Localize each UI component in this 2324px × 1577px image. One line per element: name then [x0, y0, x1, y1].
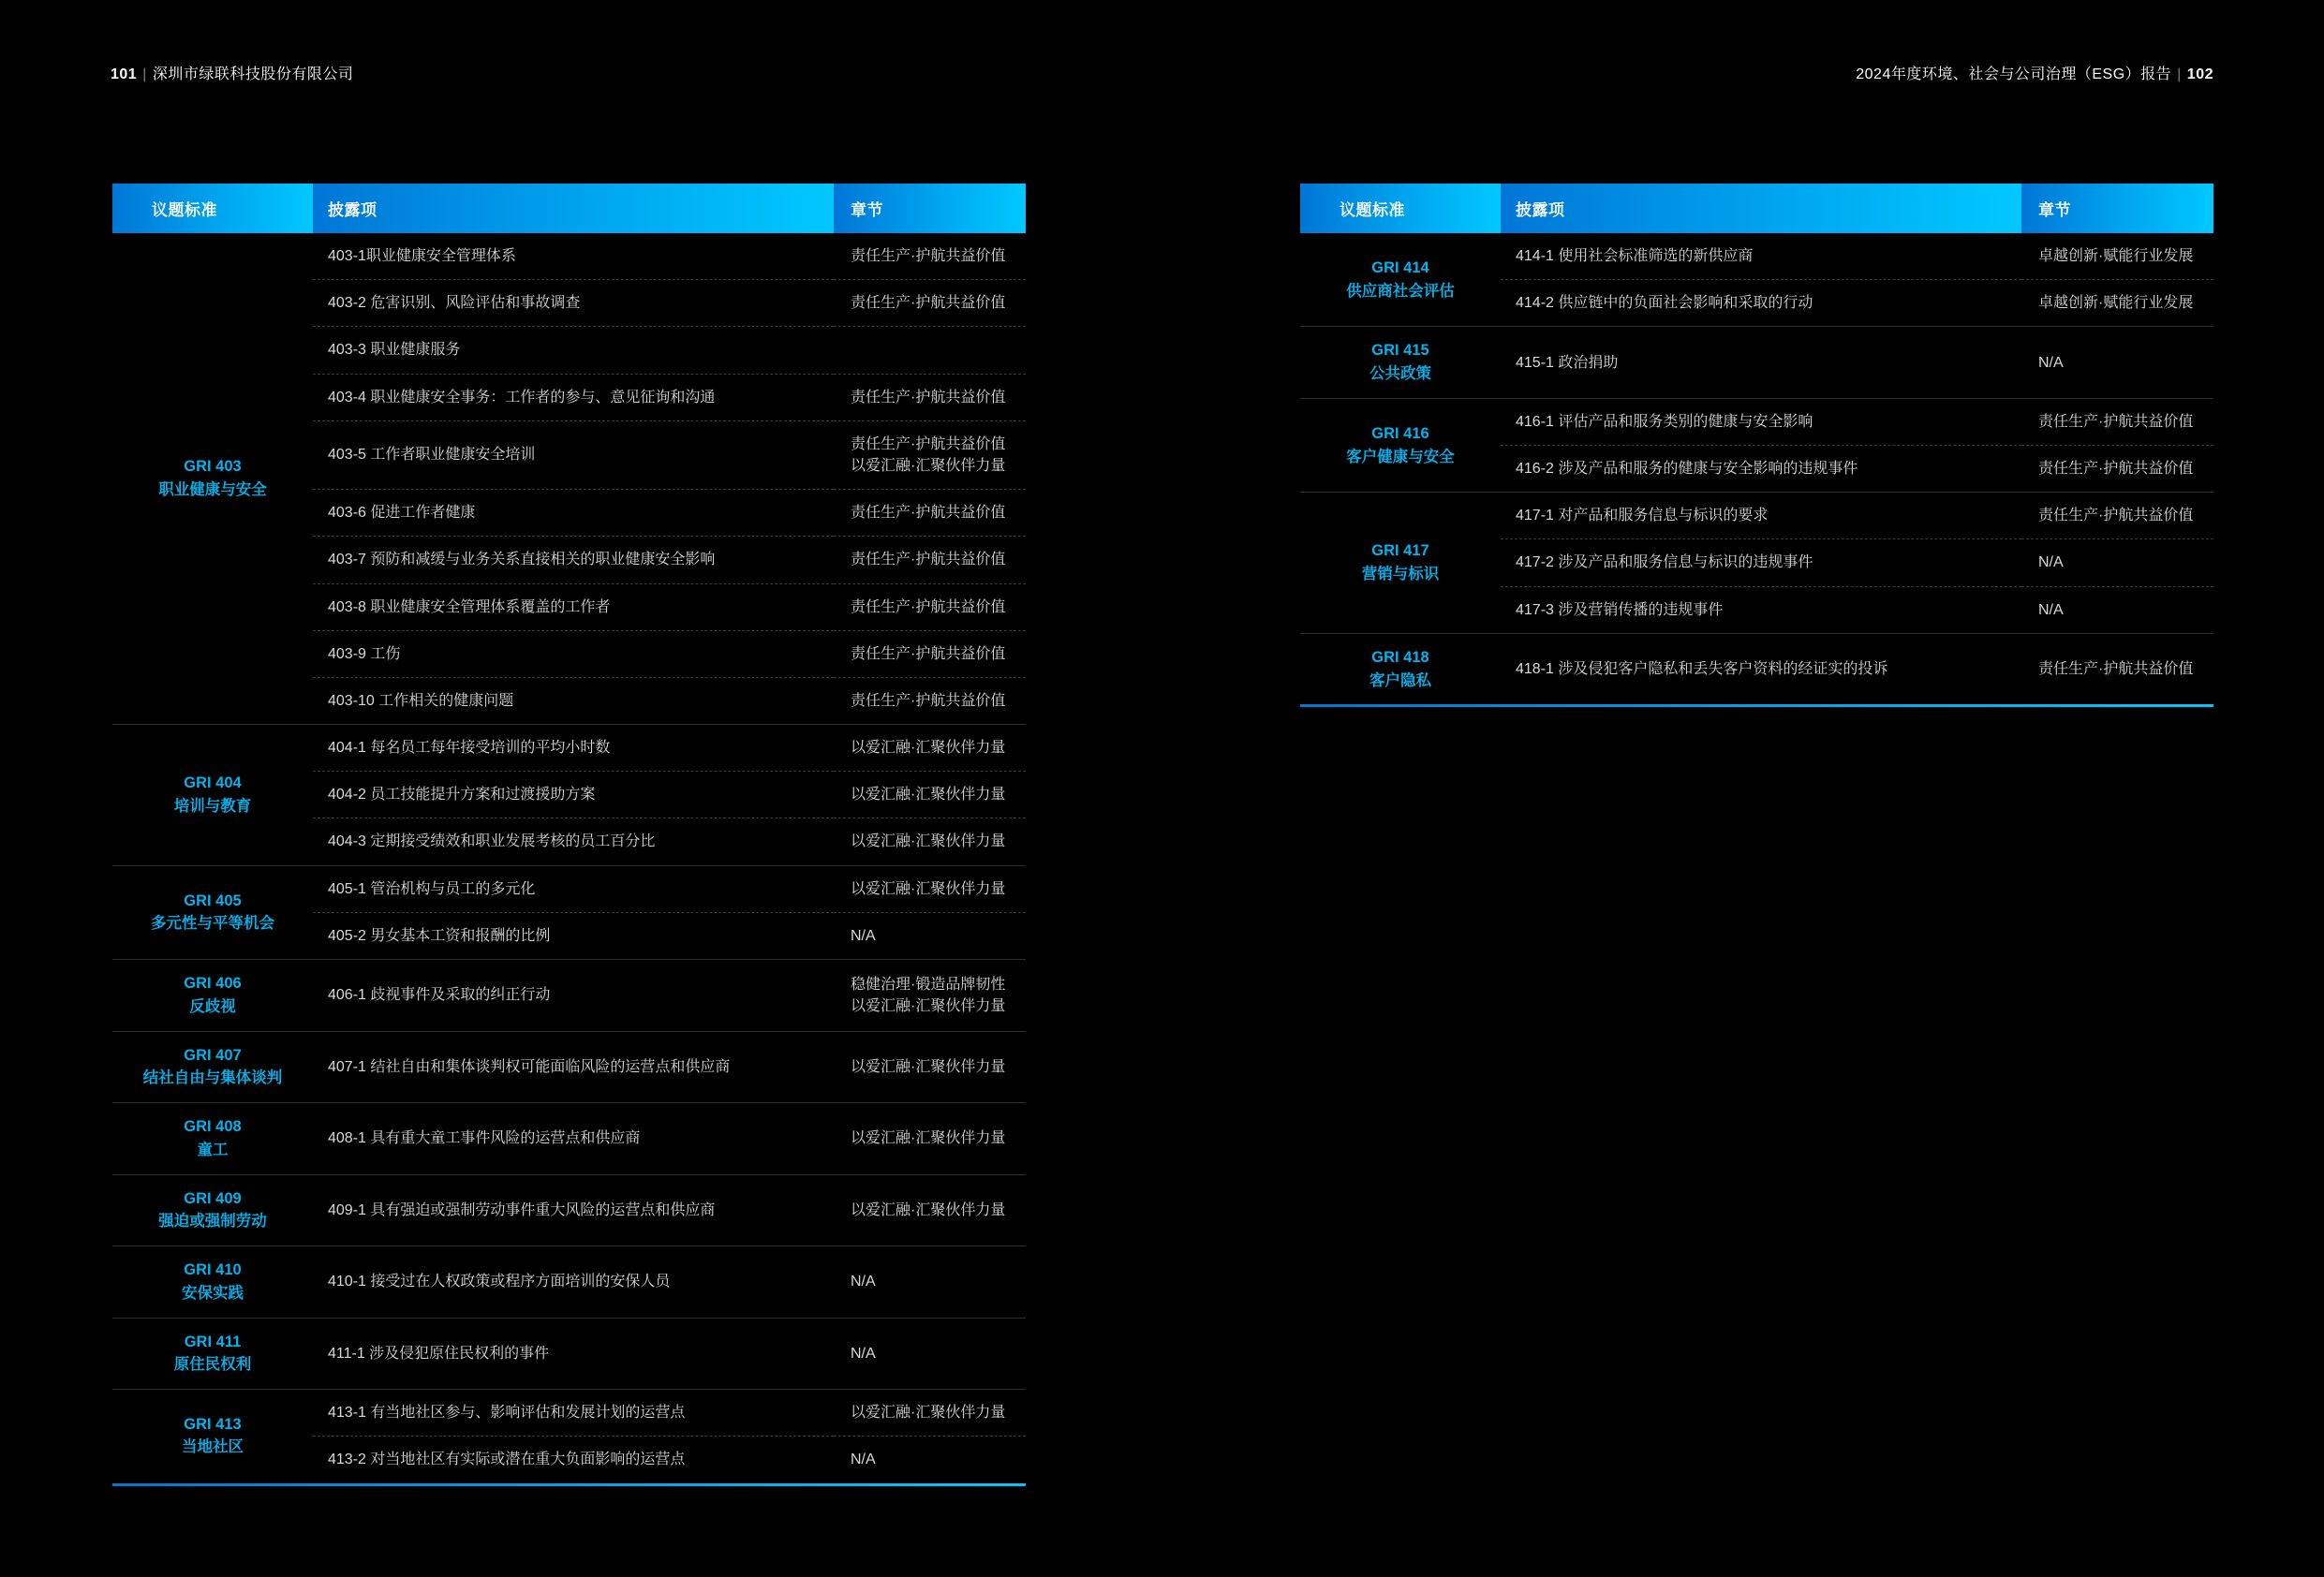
section-text: 责任生产·护航共益价值: [851, 692, 1006, 709]
table-row: [112, 233, 1026, 280]
disclosure-cell: 409-1 具有强迫或强制劳动事件重大风险的运营点和供应商: [313, 1174, 834, 1246]
section-cell: [2021, 327, 2213, 399]
table-bottom-rule-left: [112, 1483, 1026, 1486]
section-text: 责任生产·护航共益价值: [2038, 461, 2194, 478]
disclosure-cell: 411-1 涉及侵犯原住民权利的事件: [313, 1318, 834, 1390]
disclosure-cell: 413-1 有当地社区参与、影响评估和发展计划的运营点: [313, 1390, 834, 1437]
gri-standard-cell: [112, 1103, 313, 1175]
gri-standard-cell: [112, 725, 313, 866]
section-text: 以爱汇融·汇聚伙伴力量: [851, 880, 1006, 897]
gri-standard-name: 结社自由与集体谈判: [142, 1069, 283, 1087]
disclosure-cell: 403-2 危害识别、风险评估和事故调查: [313, 280, 834, 327]
section-cell: [834, 327, 1026, 374]
col-header-standard: 议题标准: [112, 184, 313, 233]
section-cell: [2021, 493, 2213, 539]
left-page-number: 101: [111, 66, 138, 82]
section-text: N/A: [2038, 554, 2064, 571]
section-cell: [834, 960, 1026, 1032]
gri-standard-cell: [112, 1390, 313, 1483]
gri-table-right-table: [1300, 184, 2213, 704]
header-right: [1856, 62, 2213, 83]
section-text: N/A: [851, 1345, 876, 1362]
section-cell: [2021, 280, 2213, 327]
section-cell: [834, 1437, 1026, 1483]
gri-standard-name: 强迫或强制劳动: [158, 1213, 267, 1231]
gri-table-left: [112, 184, 1026, 1486]
gri-standard-code: GRI 414: [1371, 258, 1429, 276]
section-text: N/A: [851, 1452, 876, 1468]
disclosure-cell: 403-7 预防和减缓与业务关系直接相关的职业健康安全影响: [313, 537, 834, 583]
gri-standard-name: 反歧视: [189, 997, 236, 1015]
gri-standard-name: 童工: [197, 1141, 229, 1158]
section-text: 以爱汇融·汇聚伙伴力量: [851, 787, 1006, 803]
section-cell: [834, 233, 1026, 280]
col-header-section: 章节: [2021, 184, 2213, 233]
gri-standard-cell: [1300, 633, 1501, 704]
header-left: [111, 62, 353, 83]
section-text: 以爱汇融·汇聚伙伴力量: [851, 1405, 1006, 1421]
section-cell: [2021, 446, 2213, 493]
section-cell: [2021, 398, 2213, 445]
disclosure-cell: 403-3 职业健康服务: [313, 327, 834, 374]
section-cell: [834, 583, 1026, 630]
table-row: [112, 1318, 1026, 1390]
section-text: 责任生产·护航共益价值: [851, 389, 1006, 405]
gri-standard-cell: [112, 1174, 313, 1246]
section-text: 责任生产·护航共益价值: [2038, 508, 2194, 524]
section-cell: [834, 725, 1026, 772]
col-header-disclosure: 披露项: [1501, 184, 2021, 233]
section-cell: [2021, 539, 2213, 586]
disclosure-cell: 413-2 对当地社区有实际或潜在重大负面影响的运营点: [328, 1452, 686, 1468]
gri-standard-code: GRI 406: [184, 975, 242, 992]
section-text: 责任生产·护航共益价值: [2038, 413, 2194, 430]
gri-table-right: [1300, 184, 2213, 707]
table-head-left: [112, 184, 1026, 233]
section-cell: [834, 280, 1026, 327]
disclosure-cell: 417-3 涉及营销传播的违规事件: [1501, 586, 2021, 633]
section-cell: [2021, 233, 2213, 280]
section-text: N/A: [851, 1274, 876, 1290]
gri-standard-name: 多元性与平等机会: [151, 915, 274, 933]
gri-standard-cell: [112, 233, 313, 725]
disclosure-cell: 403-1职业健康安全管理体系: [313, 233, 834, 280]
gri-standard-code: GRI 407: [184, 1046, 242, 1064]
gri-standard-name: 安保实践: [182, 1284, 244, 1302]
section-text: 以爱汇融·汇聚伙伴力量: [851, 1058, 1006, 1075]
section-text: 责任生产·护航共益价值: [2038, 660, 2194, 677]
gri-standard-cell: [1300, 493, 1501, 634]
section-cell: [834, 630, 1026, 677]
section-cell: [834, 1174, 1026, 1246]
gri-standard-code: GRI 411: [184, 1333, 242, 1350]
gri-standard-cell: [112, 1318, 313, 1390]
table-header-row: [112, 184, 1026, 233]
disclosure-cell: 403-8 职业健康安全管理体系覆盖的工作者: [313, 583, 834, 630]
table-row: [112, 725, 1026, 772]
section-cell: [834, 677, 1026, 724]
section-cell: [834, 537, 1026, 583]
table-row: [1300, 327, 2213, 399]
section-text: N/A: [851, 927, 876, 944]
disclosure-cell: 403-9 工伤: [313, 630, 834, 677]
disclosure-cell: 415-1 政治捐助: [1501, 327, 2021, 399]
disclosure-cell: 414-2 供应链中的负面社会影响和采取的行动: [1501, 280, 2021, 327]
disclosure-cell: 417-2 涉及产品和服务信息与标识的违规事件: [1501, 539, 2021, 586]
section-text: 稳健治理·锻造品牌韧性: [851, 976, 1006, 993]
section-text: 以爱汇融·汇聚伙伴力量: [851, 997, 1006, 1014]
disclosure-cell: 403-4 职业健康安全事务：工作者的参与、意见征询和沟通: [313, 374, 834, 420]
section-text: 以爱汇融·汇聚伙伴力量: [851, 457, 1006, 474]
disclosure-cell: 410-1 接受过在人权政策或程序方面培训的安保人员: [313, 1246, 834, 1319]
gri-standard-cell: [1300, 398, 1501, 492]
gri-standard-cell: [112, 960, 313, 1032]
section-cell: [834, 818, 1026, 865]
report-title: 2024年度环境、社会与公司治理（ESG）报告: [1856, 66, 2172, 82]
section-cell: [834, 1390, 1026, 1437]
gri-table-left-table: [112, 184, 1026, 1483]
section-cell: [2021, 633, 2213, 704]
gri-standard-code: GRI 404: [184, 774, 242, 792]
table-body-right: [1300, 233, 2213, 704]
section-cell: [834, 1246, 1026, 1319]
section-text: 责任生产·护航共益价值: [851, 248, 1006, 264]
table-head-right: [1300, 184, 2213, 233]
gri-standard-code: GRI 405: [184, 892, 242, 909]
section-text: 责任生产·护航共益价值: [851, 552, 1006, 568]
table-row: [112, 960, 1026, 1032]
section-cell: [2021, 586, 2213, 633]
table-row: [1300, 233, 2213, 280]
section-cell: [834, 772, 1026, 818]
section-cell: [834, 490, 1026, 537]
gri-standard-code: GRI 417: [1371, 542, 1429, 560]
disclosure-cell: 403-6 促进工作者健康: [313, 490, 834, 537]
disclosure-cell: 416-1 评估产品和服务类别的健康与安全影响: [1501, 398, 2021, 445]
table-row: [112, 1390, 1026, 1437]
gri-standard-name: 培训与教育: [173, 797, 252, 815]
table-row: [112, 1246, 1026, 1319]
table-row: [1300, 633, 2213, 704]
gri-standard-name: 职业健康与安全: [158, 481, 267, 499]
section-text: 以爱汇融·汇聚伙伴力量: [851, 1130, 1006, 1147]
company-name: 深圳市绿联科技股份有限公司: [152, 66, 354, 82]
gri-standard-code: GRI 413: [184, 1415, 242, 1433]
col-header-disclosure: 披露项: [313, 184, 834, 233]
table-row: [112, 865, 1026, 912]
section-cell: [834, 865, 1026, 912]
gri-standard-code: GRI 403: [184, 458, 242, 476]
gri-standard-code: GRI 408: [184, 1118, 242, 1135]
gri-standard-name: 当地社区: [182, 1438, 244, 1456]
gri-standard-cell: [112, 865, 313, 959]
disclosure-cell: 404-2 员工技能提升方案和过渡援助方案: [313, 772, 834, 818]
section-text: 卓越创新·赋能行业发展: [2038, 248, 2194, 264]
gri-standard-name: 供应商社会评估: [1346, 282, 1455, 300]
disclosure-cell: 403-10 工作相关的健康问题: [313, 677, 834, 724]
section-text: 责任生产·护航共益价值: [851, 505, 1006, 522]
section-text: 责任生产·护航共益价值: [851, 645, 1006, 662]
disclosure-cell: 403-5 工作者职业健康安全培训: [313, 420, 834, 489]
disclosure-cell: 416-2 涉及产品和服务的健康与安全影响的违规事件: [1501, 446, 2021, 493]
section-cell: [834, 374, 1026, 420]
table-row: [1300, 398, 2213, 445]
section-text: 责任生产·护航共益价值: [851, 295, 1006, 312]
gri-standard-code: GRI 418: [1371, 648, 1429, 666]
section-text: 责任生产·护航共益价值: [851, 435, 1006, 452]
gri-standard-name: 客户健康与安全: [1346, 448, 1455, 465]
section-cell: [834, 1318, 1026, 1390]
gri-standard-name: 公共政策: [1369, 365, 1431, 383]
gri-standard-code: GRI 409: [184, 1189, 242, 1207]
gri-standard-name: 客户隐私: [1369, 671, 1431, 689]
table-row: [112, 1103, 1026, 1175]
disclosure-cell: 405-1 管治机构与员工的多元化: [313, 865, 834, 912]
disclosure-cell: 418-1 涉及侵犯客户隐私和丢失客户资料的经证实的投诉: [1516, 660, 1888, 677]
right-page-number: 102: [2186, 66, 2213, 82]
table-header-row: [1300, 184, 2213, 233]
section-text: 以爱汇融·汇聚伙伴力量: [851, 1201, 1006, 1218]
table-row: [1300, 493, 2213, 539]
section-text: N/A: [2038, 354, 2064, 371]
section-text: 以爱汇融·汇聚伙伴力量: [851, 833, 1006, 850]
gri-standard-name: 原住民权利: [173, 1356, 252, 1374]
section-cell: [834, 1103, 1026, 1175]
table-bottom-rule-right: [1300, 704, 2213, 707]
header-separator-left: |: [142, 66, 147, 82]
col-header-standard: 议题标准: [1300, 184, 1501, 233]
disclosure-cell: 407-1 结社自由和集体谈判权可能面临风险的运营点和供应商: [313, 1031, 834, 1103]
disclosure-cell: 408-1 具有重大童工事件风险的运营点和供应商: [313, 1103, 834, 1175]
section-text: N/A: [2038, 601, 2064, 618]
disclosure-cell: 406-1 歧视事件及采取的纠正行动: [313, 960, 834, 1032]
gri-standard-code: GRI 410: [184, 1261, 242, 1278]
section-cell: [834, 1031, 1026, 1103]
gri-standard-code: GRI 416: [1371, 424, 1429, 442]
section-text: 卓越创新·赋能行业发展: [2038, 295, 2194, 312]
disclosure-cell: 405-2 男女基本工资和报酬的比例: [313, 912, 834, 959]
section-text: 责任生产·护航共益价值: [851, 598, 1006, 615]
header-separator-right: |: [2177, 66, 2182, 82]
section-text: 以爱汇融·汇聚伙伴力量: [851, 740, 1006, 757]
table-row: [112, 1174, 1026, 1246]
disclosure-cell: 404-3 定期接受绩效和职业发展考核的员工百分比: [313, 818, 834, 865]
table-body-left: [112, 233, 1026, 1482]
gri-standard-name: 营销与标识: [1361, 566, 1440, 583]
section-cell: [834, 420, 1026, 489]
col-header-section: 章节: [834, 184, 1026, 233]
disclosure-cell: 404-1 每名员工每年接受培训的平均小时数: [313, 725, 834, 772]
gri-standard-cell: [1300, 233, 1501, 327]
gri-standard-cell: [1300, 327, 1501, 399]
disclosure-cell: 417-1 对产品和服务信息与标识的要求: [1501, 493, 2021, 539]
table-row: [112, 1031, 1026, 1103]
gri-standard-cell: [112, 1031, 313, 1103]
gri-standard-code: GRI 415: [1371, 342, 1429, 360]
page-header: [0, 62, 2324, 84]
gri-standard-cell: [112, 1246, 313, 1319]
disclosure-cell: 414-1 使用社会标准筛选的新供应商: [1501, 233, 2021, 280]
section-cell: [834, 912, 1026, 959]
